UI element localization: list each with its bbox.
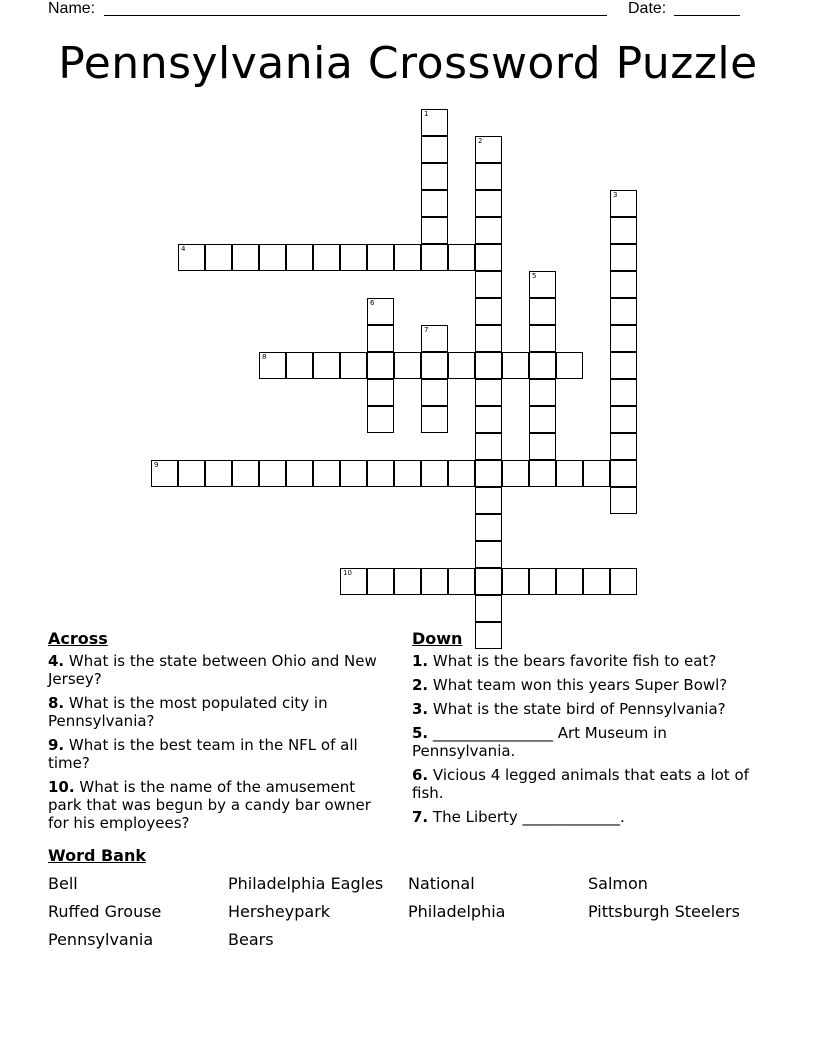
grid-cell[interactable] (475, 298, 502, 325)
word-bank-item: Philadelphia Eagles (228, 874, 384, 893)
grid-cell[interactable] (475, 136, 502, 163)
grid-cell[interactable] (340, 352, 367, 379)
grid-cell[interactable] (340, 460, 367, 487)
date-label: Date: (628, 0, 667, 17)
grid-cell[interactable] (232, 244, 259, 271)
clue-text: What is the best team in the NFL of all time? (48, 736, 358, 772)
grid-cell[interactable] (529, 433, 556, 460)
grid-cell[interactable] (259, 460, 286, 487)
grid-cell[interactable] (610, 487, 637, 514)
word-bank-item: National (408, 874, 475, 893)
clue-down (412, 700, 757, 718)
grid-cell[interactable] (475, 271, 502, 298)
grid-cell[interactable] (475, 244, 502, 271)
grid-cell[interactable] (529, 352, 556, 379)
cell-number: 3 (613, 191, 618, 199)
grid-cell[interactable] (178, 244, 205, 271)
word-bank-item: Pennsylvania (48, 930, 154, 949)
grid-cell[interactable] (421, 244, 448, 271)
grid-cell[interactable] (421, 460, 448, 487)
grid-cell[interactable] (394, 460, 421, 487)
grid-cell[interactable] (205, 244, 232, 271)
grid-cell[interactable] (286, 244, 313, 271)
cell-number: 10 (343, 569, 352, 577)
clue-number: 1. (412, 652, 429, 670)
clue-number: 3. (412, 700, 429, 718)
clue-number: 4. (48, 652, 65, 670)
clue-number: 7. (412, 808, 429, 826)
grid-cell[interactable] (610, 271, 637, 298)
clue-text: The Liberty _____________. (432, 808, 625, 826)
grid-cell[interactable] (610, 352, 637, 379)
clue-down (412, 724, 757, 760)
clue-text: Vicious 4 legged animals that eats a lot of fish. (412, 766, 749, 802)
clue-down (412, 652, 757, 670)
clue-down (412, 808, 757, 826)
grid-cell[interactable] (205, 460, 232, 487)
clue-across (48, 694, 393, 730)
grid-cell[interactable] (286, 460, 313, 487)
clue-across (48, 778, 393, 832)
grid-cell[interactable] (313, 244, 340, 271)
grid-cell[interactable] (475, 487, 502, 514)
clue-across (48, 652, 393, 688)
grid-cell[interactable] (529, 325, 556, 352)
grid-cell[interactable] (286, 352, 313, 379)
grid-cell[interactable] (475, 514, 502, 541)
grid-cell[interactable] (475, 379, 502, 406)
cell-number: 1 (424, 110, 429, 118)
grid-cell[interactable] (421, 109, 448, 136)
grid-cell[interactable] (475, 568, 502, 595)
grid-cell[interactable] (475, 325, 502, 352)
grid-cell[interactable] (367, 460, 394, 487)
grid-cell[interactable] (475, 217, 502, 244)
grid-cell[interactable] (529, 568, 556, 595)
across-clues (48, 630, 393, 838)
grid-cell[interactable] (313, 460, 340, 487)
grid-cell[interactable] (421, 190, 448, 217)
grid-cell[interactable] (367, 379, 394, 406)
grid-cell[interactable] (367, 298, 394, 325)
down-clues (412, 630, 757, 832)
grid-cell[interactable] (529, 271, 556, 298)
clue-number: 9. (48, 736, 65, 754)
grid-cell[interactable] (475, 595, 502, 622)
grid-cell[interactable] (421, 406, 448, 433)
grid-cell[interactable] (421, 217, 448, 244)
clue-down (412, 766, 757, 802)
cell-number: 5 (532, 272, 537, 280)
word-bank-item: Pittsburgh Steelers (588, 902, 740, 921)
grid-cell[interactable] (610, 433, 637, 460)
grid-cell[interactable] (421, 379, 448, 406)
grid-cell[interactable] (502, 352, 529, 379)
down-heading: Down (412, 629, 463, 648)
grid-cell[interactable] (448, 568, 475, 595)
word-bank-item: Bell (48, 874, 78, 893)
grid-cell[interactable] (394, 568, 421, 595)
grid-cell[interactable] (340, 568, 367, 595)
grid-cell[interactable] (610, 325, 637, 352)
clue-text: ________________ Art Museum in Pennsylvania. (412, 724, 667, 760)
grid-cell[interactable] (367, 568, 394, 595)
clue-down (412, 676, 757, 694)
grid-cell[interactable] (367, 352, 394, 379)
grid-cell[interactable] (529, 460, 556, 487)
word-bank-item: Philadelphia (408, 902, 506, 921)
cell-number: 9 (154, 461, 159, 469)
grid-cell[interactable] (367, 325, 394, 352)
cell-number: 8 (262, 353, 267, 361)
grid-cell[interactable] (340, 244, 367, 271)
grid-cell[interactable] (610, 217, 637, 244)
grid-cell[interactable] (151, 460, 178, 487)
grid-cell[interactable] (610, 460, 637, 487)
grid-cell[interactable] (502, 568, 529, 595)
grid-cell[interactable] (259, 352, 286, 379)
clue-number: 5. (412, 724, 429, 742)
grid-cell[interactable] (475, 352, 502, 379)
name-label: Name: (48, 0, 96, 17)
grid-cell[interactable] (448, 244, 475, 271)
grid-cell[interactable] (394, 244, 421, 271)
clue-text: What is the name of the amusement park that was begun by a candy bar owner for his employees? (48, 778, 371, 832)
grid-cell[interactable] (475, 163, 502, 190)
grid-cell[interactable] (448, 352, 475, 379)
clue-number: 8. (48, 694, 65, 712)
grid-cell[interactable] (367, 244, 394, 271)
grid-cell[interactable] (421, 136, 448, 163)
word-bank-item: Ruffed Grouse (48, 902, 162, 921)
grid-cell[interactable] (394, 352, 421, 379)
grid-cell[interactable] (610, 568, 637, 595)
grid-cell[interactable] (421, 352, 448, 379)
grid-cell[interactable] (529, 298, 556, 325)
grid-cell[interactable] (421, 163, 448, 190)
word-bank-heading: Word Bank (48, 846, 147, 865)
grid-cell[interactable] (475, 433, 502, 460)
grid-cell[interactable] (475, 460, 502, 487)
grid-cell[interactable] (529, 406, 556, 433)
clue-text: What is the most populated city in Pennsylvania? (48, 694, 328, 730)
clue-text: What is the bears favorite fish to eat? (432, 652, 717, 670)
cell-number: 6 (370, 299, 375, 307)
grid-cell[interactable] (475, 406, 502, 433)
clue-across (48, 736, 393, 772)
grid-cell[interactable] (313, 352, 340, 379)
grid-cell[interactable] (583, 460, 610, 487)
across-heading: Across (48, 629, 108, 648)
cell-number: 7 (424, 326, 429, 334)
grid-cell[interactable] (232, 460, 259, 487)
grid-cell[interactable] (178, 460, 205, 487)
grid-cell[interactable] (448, 460, 475, 487)
grid-cell[interactable] (610, 298, 637, 325)
grid-cell[interactable] (610, 379, 637, 406)
word-bank-item: Bears (228, 930, 274, 949)
word-bank-item: Salmon (588, 874, 648, 893)
grid-cell[interactable] (556, 352, 583, 379)
clue-text: What is the state between Ohio and New Jersey? (48, 652, 377, 688)
grid-cell[interactable] (556, 568, 583, 595)
grid-cell[interactable] (529, 379, 556, 406)
grid-cell[interactable] (610, 190, 637, 217)
grid-cell[interactable] (610, 406, 637, 433)
grid-cell[interactable] (421, 325, 448, 352)
clue-text: What is the state bird of Pennsylvania? (432, 700, 726, 718)
grid-cell[interactable] (475, 541, 502, 568)
cell-number: 4 (181, 245, 186, 253)
grid-cell[interactable] (610, 244, 637, 271)
page-title: Pennsylvania Crossword Puzzle (58, 38, 758, 89)
grid-cell[interactable] (259, 244, 286, 271)
grid-cell[interactable] (421, 568, 448, 595)
grid-cell[interactable] (502, 460, 529, 487)
clue-number: 2. (412, 676, 429, 694)
grid-cell[interactable] (475, 190, 502, 217)
word-bank-item: Hersheypark (228, 902, 331, 921)
grid-cell[interactable] (367, 406, 394, 433)
cell-number: 2 (478, 137, 483, 145)
clue-number: 6. (412, 766, 429, 784)
grid-cell[interactable] (556, 460, 583, 487)
clue-number: 10. (48, 778, 75, 796)
grid-cell[interactable] (583, 568, 610, 595)
clue-text: What team won this years Super Bowl? (432, 676, 728, 694)
